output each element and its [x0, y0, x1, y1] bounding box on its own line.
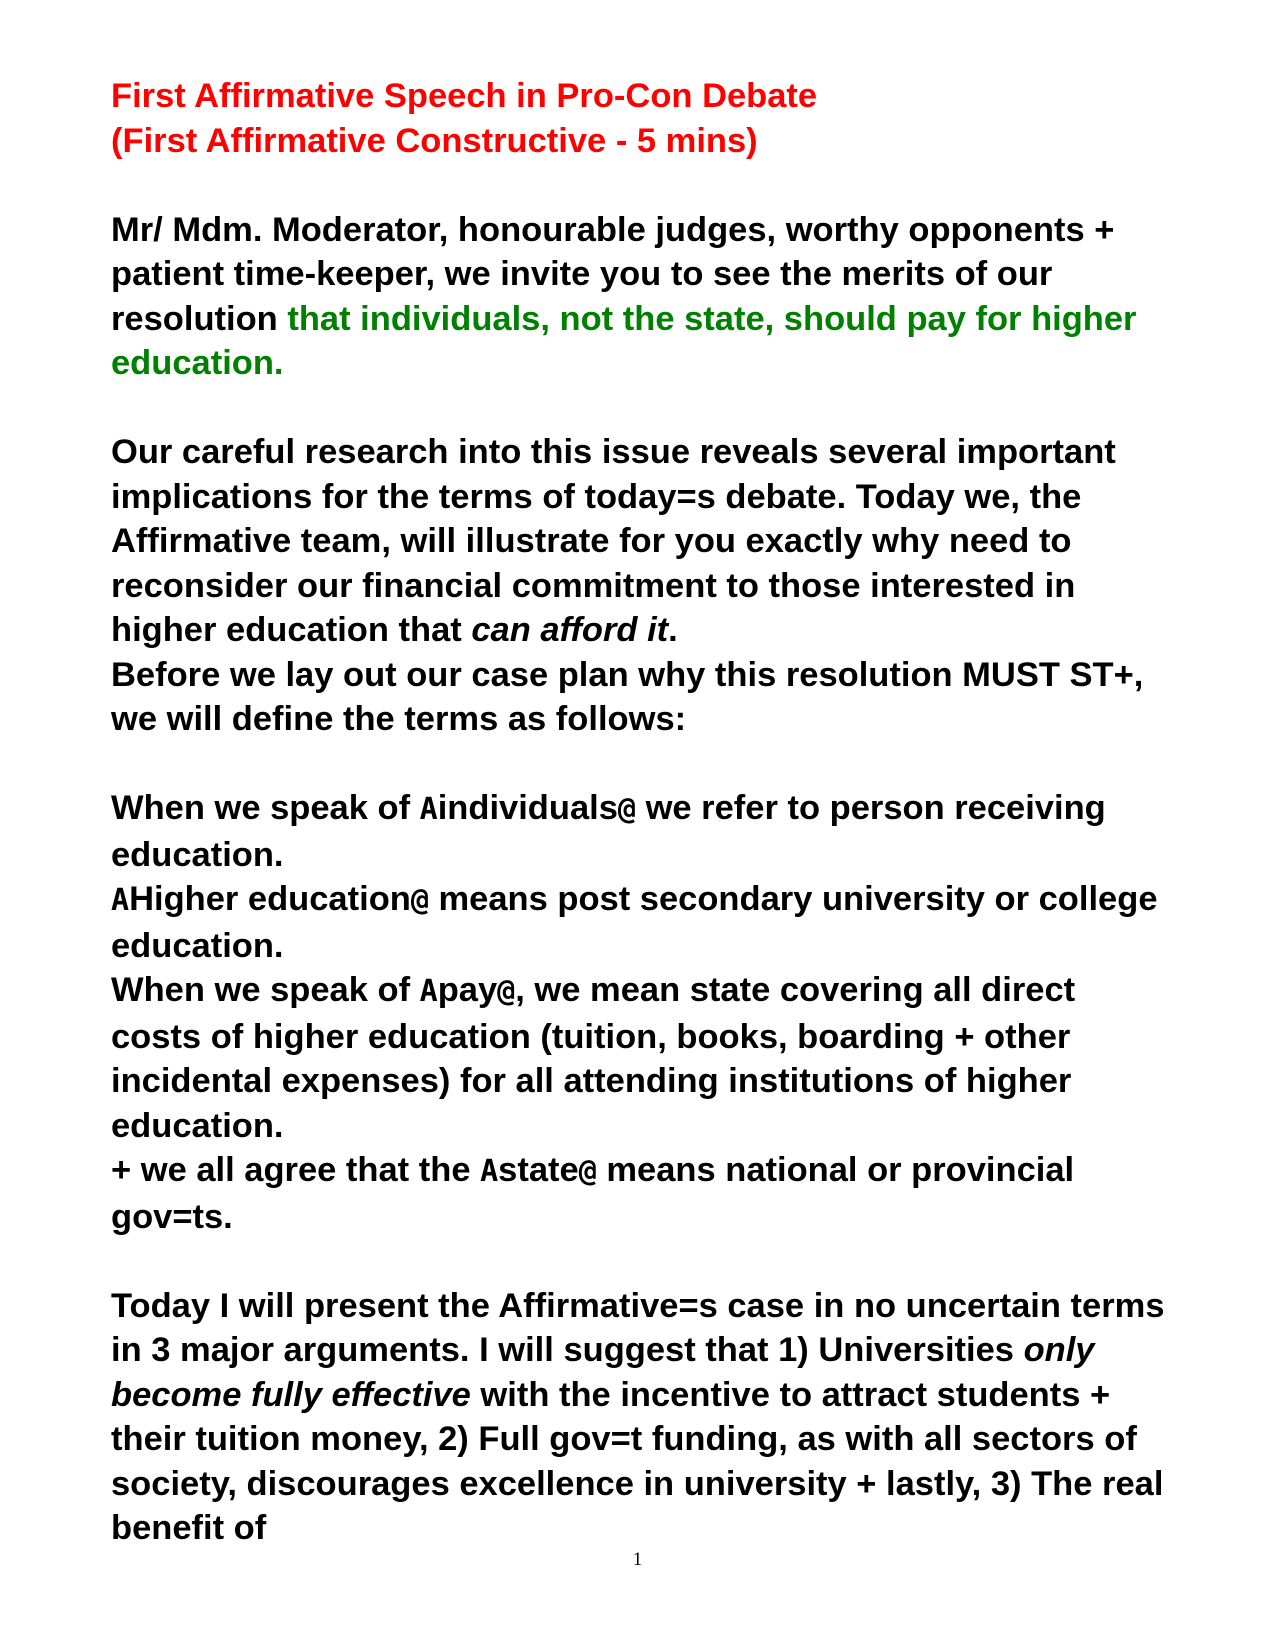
document-title	[111, 74, 1171, 163]
quote-mark: @	[497, 974, 516, 1009]
arguments-continuation: with the incentive to attract students + their tuition money, 2) Full gov=t funding, as with all sectors of society, discourages excellence in university + lastly, 3) The real benefit of	[111, 1375, 1164, 1547]
research-paragraph	[111, 430, 1171, 653]
quote-mark: @	[578, 1154, 597, 1189]
arguments-paragraph	[111, 1284, 1171, 1551]
spacer	[111, 386, 1171, 431]
spacer	[111, 742, 1171, 787]
research-text: Our careful research into this issue reveals several important implications for the terms of today=s debate. Today we, the Affirmative team, will illustrate for you exactly why need to reconsider our financial commitment to those interested in higher education that	[111, 433, 1116, 649]
case-plan-paragraph: Before we lay out our case plan why this resolution MUST ST+, we will define the terms as follows:	[111, 655, 1144, 738]
defined-term: state	[498, 1151, 579, 1189]
definition-pay	[111, 968, 1171, 1148]
quote-mark: A	[419, 792, 438, 827]
spacer	[111, 163, 1171, 208]
definition-lead: When we speak of	[111, 971, 420, 1009]
defined-term: pay	[437, 971, 498, 1009]
title-line-2: (First Affirmative Constructive - 5 mins)	[111, 121, 758, 160]
definition-text: we refer to person receiving education.	[111, 789, 1106, 874]
research-end: .	[668, 611, 678, 649]
defined-term: individuals	[437, 789, 618, 827]
arguments-text: Today I will present the Affirmative=s case in no uncertain terms in 3 major arguments. I will suggest that 1) Universities	[111, 1286, 1165, 1369]
definition-higher-education	[111, 877, 1171, 968]
definition-state	[111, 1148, 1171, 1239]
arguments-emphasis: only become fully effective	[111, 1331, 1095, 1414]
definition-lead: + we all agree that the	[111, 1151, 481, 1189]
quote-mark: A	[419, 974, 438, 1009]
quote-mark: @	[617, 792, 636, 827]
defined-term: Higher education	[129, 880, 411, 918]
intro-paragraph	[111, 208, 1171, 386]
definition-text: means national or provincial gov=ts.	[111, 1151, 1075, 1236]
definition-text: , we mean state covering all direct costs of higher education (tuition, books, boarding + other incidental expenses) for all attending institutions of higher education.	[111, 971, 1076, 1145]
page-number: 1	[632, 1549, 643, 1570]
definition-text: means post secondary university or college education.	[111, 880, 1158, 965]
speech-body	[111, 74, 1171, 1551]
definition-lead: When we speak of	[111, 789, 420, 827]
research-emphasis: can afford it	[471, 611, 669, 649]
title-line-1: First Affirmative Speech in Pro-Con Debate	[111, 77, 818, 115]
quote-mark: A	[111, 883, 130, 918]
spacer	[111, 1239, 1171, 1284]
definition-individuals	[111, 786, 1171, 877]
quote-mark: @	[410, 883, 429, 918]
intro-text: Mr/ Mdm. Moderator, honourable judges, worthy opponents + patient time-keeper, we invite you to see the merits of our resolution	[111, 210, 1115, 338]
resolution-text: that individuals, not the state, should pay for higher education.	[111, 299, 1137, 382]
quote-mark: A	[480, 1154, 499, 1189]
